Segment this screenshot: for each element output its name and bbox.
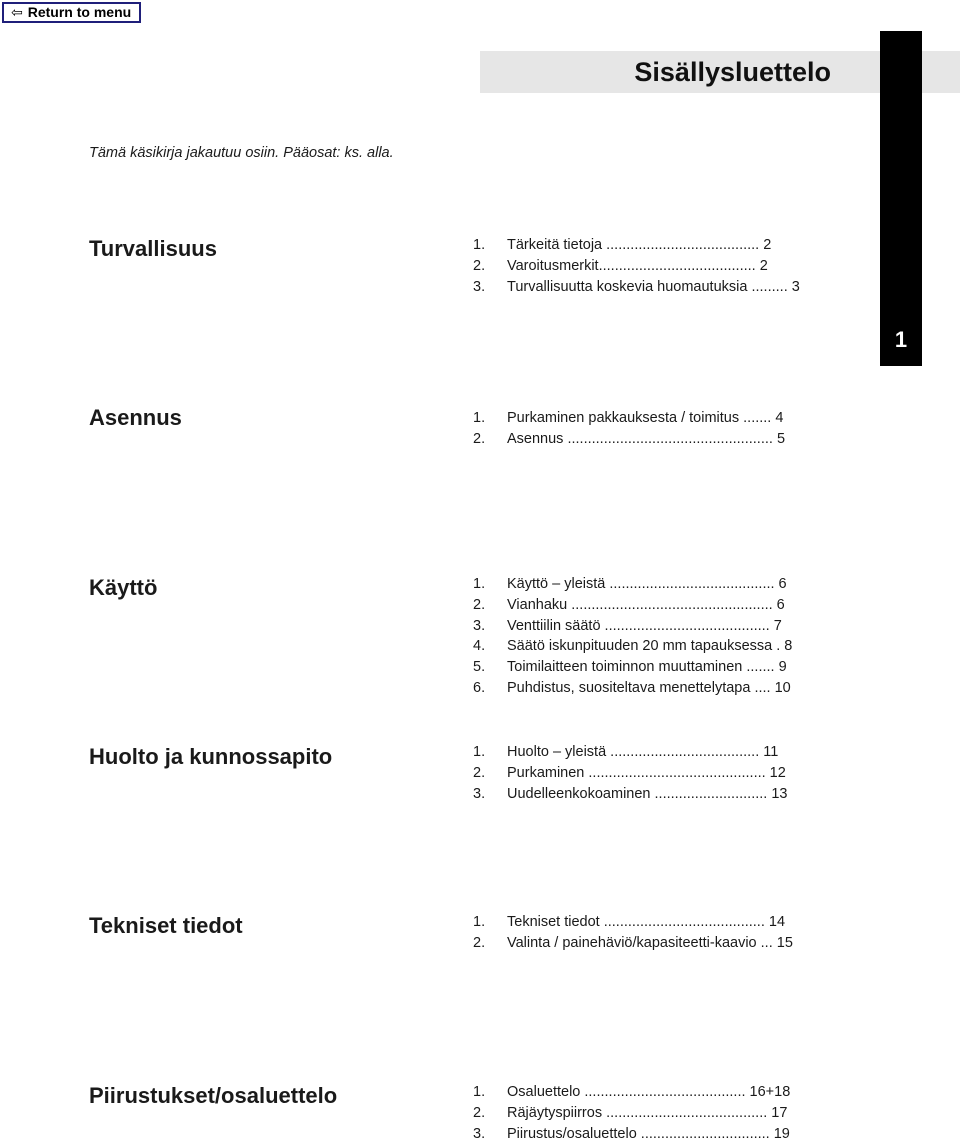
page-title: Sisällysluettelo: [634, 57, 831, 87]
toc-item-number: 2.: [473, 596, 486, 613]
toc-list-tekniset-tiedot: [473, 912, 833, 954]
toc-item-text: Varoitusmerkit....................................... 2: [507, 257, 768, 274]
toc-item-text: Tärkeitä tietoja ...................................... 2: [507, 237, 772, 253]
toc-item-text: Räjäytyspiirros ........................................ 17: [507, 1104, 788, 1121]
toc-item-number: 5.: [473, 659, 486, 676]
toc-item[interactable]: [473, 678, 833, 699]
toc-item-text: Venttiilin säätö ......................................... 7: [507, 617, 782, 634]
toc-item-text: Piirustus/osaluettelo ................................ 19: [507, 1125, 790, 1142]
toc-item-number: 1.: [473, 410, 486, 426]
toc-item-text: Valinta / painehäviö/kapasiteetti-kaavio ... 15: [507, 934, 793, 951]
return-to-menu-button[interactable]: [2, 2, 141, 23]
toc-item-text: Säätö iskunpituuden 20 mm tapauksessa . 8: [507, 638, 793, 655]
toc-item-text: Asennus ................................................... 5: [507, 430, 786, 447]
toc-item[interactable]: [473, 616, 833, 637]
toc-item-text: Osaluettelo ........................................ 16+18: [507, 1084, 791, 1100]
toc-item-text: Toimilaitteen toiminnon muuttaminen ....... 9: [507, 659, 787, 676]
section-heading-tekniset-tiedot: Tekniset tiedot: [89, 913, 243, 938]
toc-item-number: 1.: [473, 576, 486, 592]
toc-item-number: 1.: [473, 1084, 486, 1100]
toc-list-kaytto: [473, 574, 833, 699]
toc-item[interactable]: [473, 784, 833, 805]
toc-item[interactable]: [473, 742, 833, 763]
toc-item-number: 3.: [473, 617, 486, 634]
toc-list-turvallisuus: [473, 235, 833, 297]
toc-item-number: 2.: [473, 764, 486, 781]
toc-item[interactable]: [473, 408, 833, 429]
toc-item-number: 1.: [473, 914, 486, 930]
toc-item[interactable]: [473, 636, 833, 657]
toc-item[interactable]: [473, 574, 833, 595]
toc-item-number: 4.: [473, 638, 486, 655]
toc-item-text: Käyttö – yleistä ......................................... 6: [507, 576, 787, 592]
toc-item[interactable]: [473, 933, 833, 954]
toc-list-huolto: [473, 742, 833, 804]
toc-item[interactable]: [473, 1124, 833, 1144]
intro-text: Tämä käsikirja jakautuu osiin. Pääosat: ks. alla.: [89, 145, 394, 161]
toc-list-piirustukset: [473, 1082, 833, 1144]
toc-item[interactable]: [473, 1103, 833, 1124]
toc-item-text: Uudelleenkokoaminen ............................ 13: [507, 785, 788, 802]
toc-item-text: Puhdistus, suositeltava menettelytapa .... 10: [507, 679, 791, 696]
toc-item[interactable]: [473, 912, 833, 933]
toc-item-number: 2.: [473, 430, 486, 447]
section-heading-turvallisuus: Turvallisuus: [89, 236, 217, 261]
section-heading-huolto: Huolto ja kunnossapito: [89, 744, 333, 769]
toc-item-text: Huolto – yleistä ..................................... 11: [507, 744, 779, 760]
toc-item-text: Purkaminen pakkauksesta / toimitus ....... 4: [507, 410, 784, 426]
toc-item[interactable]: [473, 235, 833, 256]
toc-item-number: 2.: [473, 934, 486, 951]
toc-item-text: Tekniset tiedot ........................................ 14: [507, 914, 786, 930]
toc-item-text: Purkaminen ............................................ 12: [507, 764, 786, 781]
toc-item[interactable]: [473, 1082, 833, 1103]
back-arrow-icon: ⇦: [11, 4, 23, 20]
toc-item-text: Turvallisuutta koskevia huomautuksia ......... 3: [507, 278, 800, 295]
toc-item-number: 2.: [473, 257, 486, 274]
return-label: Return to menu: [27, 4, 132, 20]
toc-item-text: Vianhaku .................................................. 6: [507, 596, 785, 613]
toc-item[interactable]: [473, 256, 833, 277]
toc-item-number: 1.: [473, 744, 486, 760]
toc-item[interactable]: [473, 429, 833, 450]
toc-item[interactable]: [473, 763, 833, 784]
toc-item[interactable]: [473, 277, 833, 298]
toc-item-number: 3.: [473, 1125, 486, 1142]
toc-list-asennus: [473, 408, 833, 450]
toc-item[interactable]: [473, 657, 833, 678]
chapter-tab-number: 1: [894, 327, 908, 352]
section-heading-asennus: Asennus: [89, 405, 182, 430]
toc-item-number: 3.: [473, 278, 486, 295]
toc-item[interactable]: [473, 595, 833, 616]
toc-item-number: 3.: [473, 785, 486, 802]
section-heading-kaytto: Käyttö: [89, 575, 158, 600]
chapter-tab: [880, 31, 922, 366]
toc-item-number: 6.: [473, 679, 486, 696]
section-heading-piirustukset: Piirustukset/osaluettelo: [89, 1083, 338, 1108]
toc-item-number: 1.: [473, 237, 486, 253]
toc-item-number: 2.: [473, 1104, 486, 1121]
